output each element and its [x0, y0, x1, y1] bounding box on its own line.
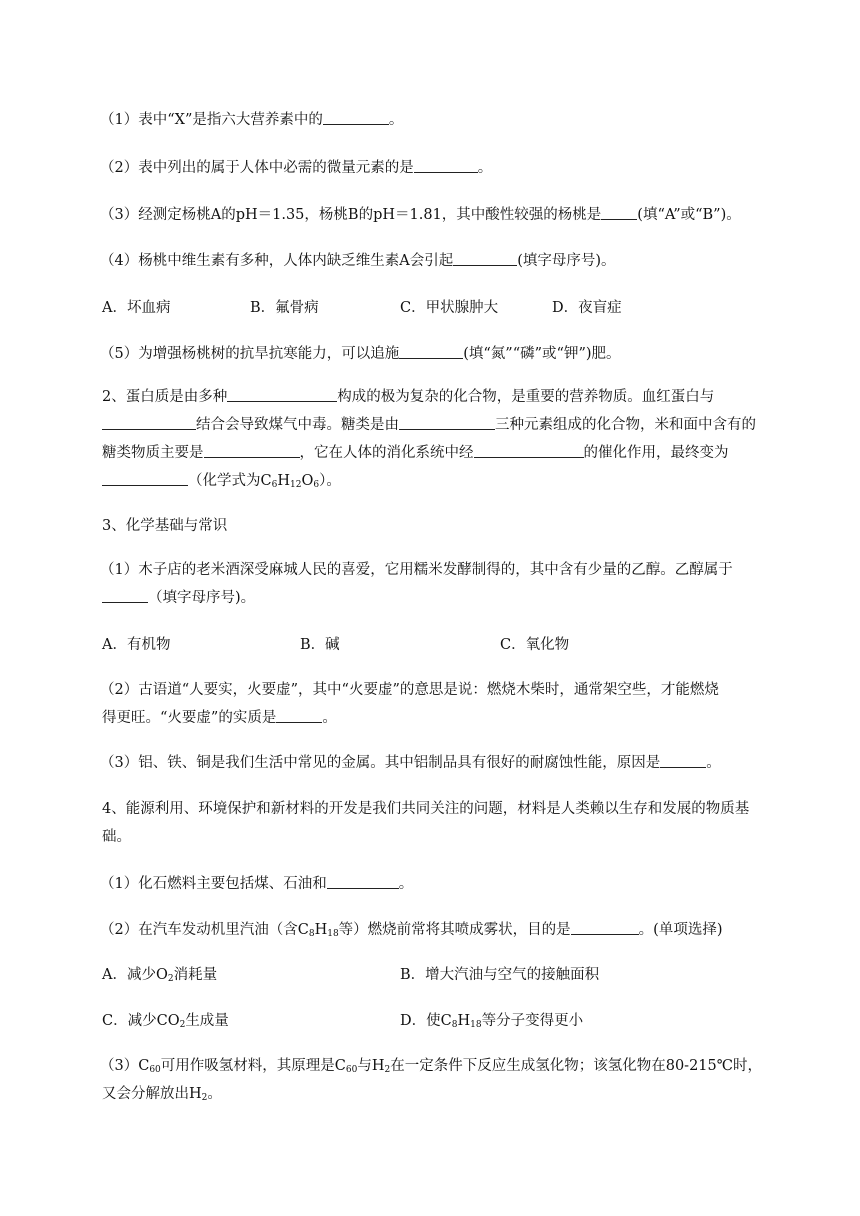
option-a-text: A．减少O — [102, 967, 168, 983]
q4-intro-cont: 础。 — [102, 829, 131, 845]
option-d[interactable]: D．夜盲症 — [552, 300, 622, 316]
q4-part3 — [100, 1054, 762, 1075]
q2-text: 的催化作用，最终变为 — [583, 445, 729, 461]
q3-title: 3、化学基础与常识 — [102, 518, 228, 534]
q4-text: 又会分解放出H — [102, 1086, 202, 1102]
q1-part3 — [100, 203, 741, 224]
subscript: 6 — [313, 480, 320, 490]
q2-text: 三种元素组成的化合物，米和面中含有的 — [495, 417, 756, 433]
option-d-text: 等分子变得更小 — [481, 1013, 584, 1029]
subscript: 2 — [384, 1065, 391, 1075]
q2-text: O — [301, 473, 314, 489]
answer-blank[interactable] — [399, 415, 495, 431]
q2-text: ，它在人体的消化系统中经 — [299, 445, 474, 461]
q1-part5-text: （5）为增强杨桃树的抗旱抗寒能力，可以追施 — [100, 346, 400, 362]
option-a[interactable]: A．有机物 — [102, 637, 171, 653]
answer-blank[interactable] — [601, 205, 637, 221]
answer-blank[interactable] — [276, 708, 322, 724]
q3-text: （填字母序号)。 — [148, 590, 256, 606]
q4-text: 可用作吸氢材料，其原理是C — [160, 1058, 346, 1074]
answer-blank[interactable] — [571, 920, 639, 936]
q3-part1: （1）木子店的老米酒深受麻城人民的喜爱，它用糯米发酵制得的，其中含有少量的乙醇。乙醇属于 — [100, 562, 733, 578]
q2-line3 — [102, 441, 729, 462]
option-c[interactable]: C．氧化物 — [500, 637, 570, 653]
option-c[interactable] — [102, 1009, 229, 1030]
option-a[interactable] — [102, 963, 217, 984]
subscript: 8 — [308, 929, 315, 939]
q1-part3-text: （3）经测定杨桃A的pH＝1.35，杨桃B的pH＝1.81，其中酸性较强的杨桃是 — [100, 207, 602, 223]
answer-blank[interactable] — [453, 251, 517, 267]
q3-part1-cont — [102, 586, 255, 607]
option-a[interactable]: A．坏血病 — [102, 300, 171, 316]
option-d-text: D．使C — [400, 1013, 452, 1029]
q4-intro: 4、能源利用、环境保护和新材料的开发是我们共同关注的问题，材料是人类赖以生存和发展的物质基 — [102, 801, 750, 817]
subscript: 6 — [271, 480, 278, 490]
q3-part2-cont — [102, 706, 337, 727]
q1-part2-end: 。 — [477, 160, 493, 176]
q1-part4-end: (填字母序号)。 — [517, 253, 616, 269]
answer-blank[interactable] — [227, 387, 337, 403]
q2-text: （化学式为C — [188, 473, 272, 489]
answer-blank[interactable] — [102, 471, 188, 487]
answer-blank[interactable] — [323, 110, 389, 126]
q2-line2 — [102, 413, 756, 434]
subscript: 2 — [167, 974, 174, 984]
answer-blank[interactable] — [399, 344, 463, 360]
option-c-text: C．减少CO — [102, 1013, 180, 1029]
answer-blank[interactable] — [327, 874, 399, 890]
answer-blank[interactable] — [474, 443, 584, 459]
q3-part2: （2）古语道“人要实，火要虚”，其中“火要虚”的意思是说：燃烧木柴时，通常架空些，才能燃烧 — [100, 682, 719, 698]
answer-blank[interactable] — [102, 415, 196, 431]
q4-part3-cont — [102, 1082, 222, 1103]
q4-text: H — [314, 922, 328, 938]
subscript: 12 — [290, 480, 302, 490]
answer-blank[interactable] — [414, 158, 478, 174]
q4-text: 在一定条件下反应生成氢化物；该氢化物在80-215℃时， — [390, 1058, 762, 1074]
q4-text: 。 — [207, 1086, 222, 1102]
q3-text: 得更旺。“火要虚”的实质是 — [102, 710, 277, 726]
answer-blank[interactable] — [102, 588, 148, 604]
option-b[interactable]: B．增大汽油与空气的接触面积 — [400, 967, 600, 983]
q4-text: （1）化石燃料主要包括煤、石油和 — [100, 876, 327, 892]
q2-line4 — [102, 469, 341, 490]
option-d-text: H — [457, 1013, 471, 1029]
q1-part3-end: (填“A”或“B”)。 — [637, 207, 741, 223]
subscript: 2 — [201, 1093, 208, 1103]
q1-part5-end: (填“氮”“磷”或“钾”)肥。 — [463, 346, 621, 362]
q3-text: 。 — [706, 755, 721, 771]
option-b[interactable]: B．碱 — [300, 637, 340, 653]
q1-part2 — [100, 156, 492, 177]
q1-part1-end: 。 — [388, 112, 404, 128]
q1-part4-text: （4）杨桃中维生素有多种，人体内缺乏维生素A会引起 — [100, 253, 454, 269]
answer-blank[interactable] — [660, 753, 706, 769]
subscript: 18 — [327, 929, 339, 939]
q4-part1 — [100, 872, 413, 893]
subscript: 18 — [470, 1020, 482, 1030]
q3-part3 — [100, 751, 721, 772]
q2-text: 构成的极为复杂的化合物，是重要的营养物质。血红蛋白与 — [337, 389, 715, 405]
option-c[interactable]: C．甲状腺肿大 — [400, 300, 499, 316]
option-b[interactable]: B．氟骨病 — [250, 300, 319, 316]
q2-text: 2、蛋白质是由多种 — [102, 389, 228, 405]
option-a-text: 消耗量 — [173, 967, 218, 983]
q4-text: 。(单项选择) — [638, 922, 723, 938]
option-d[interactable] — [400, 1009, 583, 1030]
q2-line1 — [102, 385, 714, 406]
subscript: 60 — [345, 1065, 358, 1075]
q4-text: （3）C — [100, 1058, 150, 1074]
option-c-text: 生成量 — [185, 1013, 229, 1029]
q2-text: H — [277, 473, 290, 489]
q1-part1 — [100, 108, 403, 129]
q1-part2-text: （2）表中列出的属于人体中必需的微量元素的是 — [100, 160, 414, 176]
q4-text: 与H — [357, 1058, 385, 1074]
q3-text: （3）铝、铁、铜是我们生活中常见的金属。其中铝制品具有很好的耐腐蚀性能，原因是 — [100, 755, 661, 771]
q1-part5 — [100, 342, 621, 363]
q4-text: 等）燃烧前常将其喷成雾状，目的是 — [338, 922, 571, 938]
answer-blank[interactable] — [204, 443, 300, 459]
q2-text: 结合会导致煤气中毒。糖类是由 — [196, 417, 399, 433]
q1-part4 — [100, 249, 616, 270]
subscript: 60 — [149, 1065, 161, 1075]
q2-text: 糖类物质主要是 — [102, 445, 204, 461]
q1-part1-text: （1）表中“X”是指六大营养素中的 — [100, 112, 323, 128]
subscript: 8 — [451, 1020, 458, 1030]
subscript: 2 — [179, 1020, 186, 1030]
q2-text: ）。 — [319, 473, 341, 489]
q4-text: （2）在汽车发动机里汽油（含C — [100, 922, 309, 938]
q3-text: 。 — [322, 710, 337, 726]
q4-text: 。 — [398, 876, 414, 892]
q4-part2 — [100, 918, 723, 939]
